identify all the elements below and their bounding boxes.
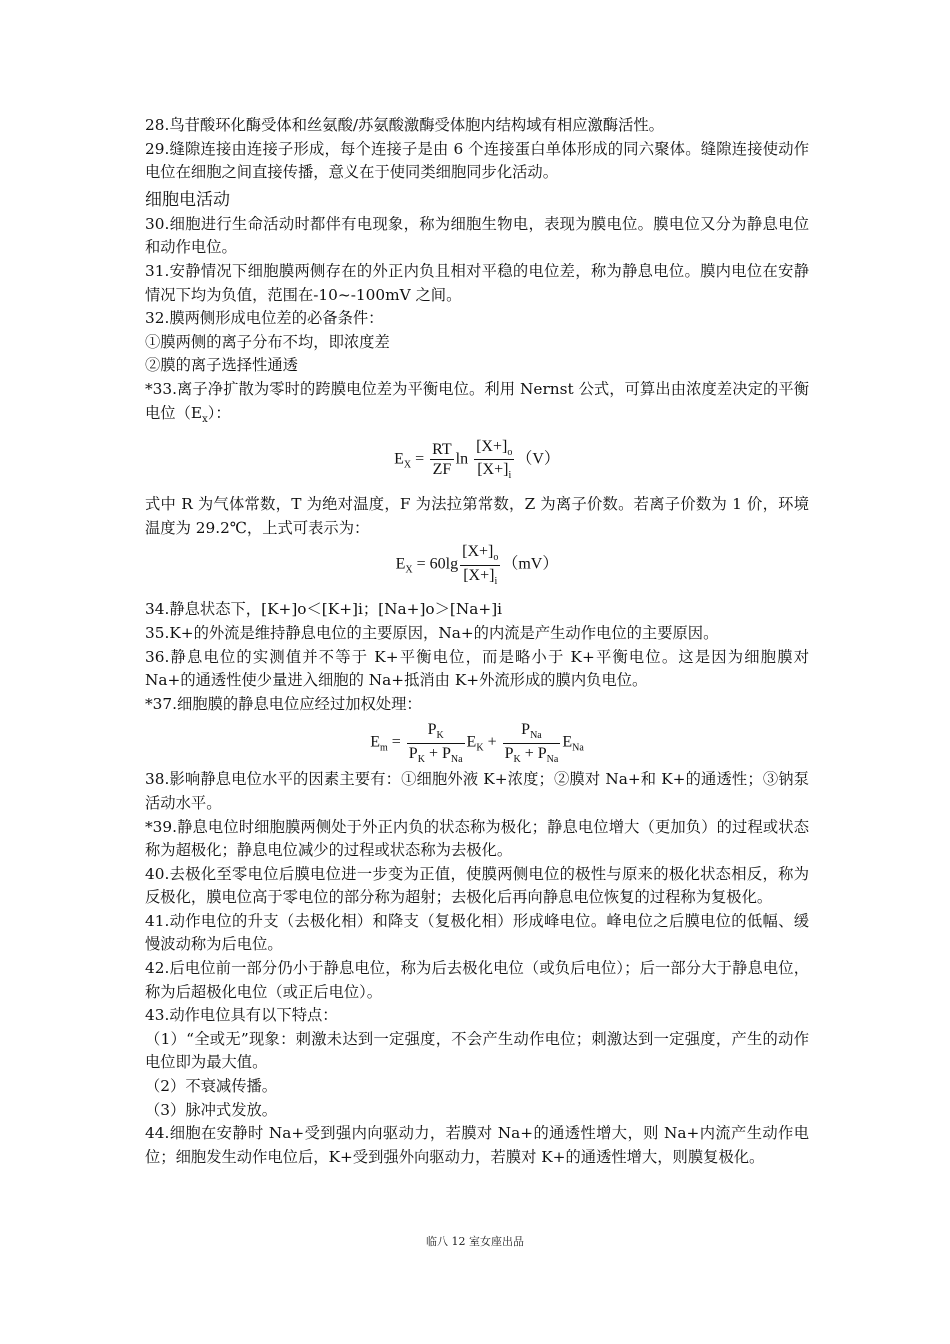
nernst-formula: $E_X$ = $\frac{RT}{ZF}$ ln $\frac{[X+]_o}{[X+]_i}$ （V） (394, 438, 560, 482)
paragraph-42: 42.后电位前一部分仍小于静息电位，称为后去极化电位（或负后电位）；后一部分大于静息电位，称为后超极化电位（或正后电位）。 (145, 959, 809, 1001)
fraction-rt-zf: $\frac{RT}{ZF}$ (432, 441, 452, 479)
paragraph-32-item-2: ②膜的离子选择性通透 (145, 356, 298, 375)
paragraph-38: 38.影响静息电位水平的因素主要有：①细胞外液 K+浓度；②膜对 Na+和 K+的通透性；③钠泵活动水平。 (145, 770, 809, 812)
paragraph-43-item-3: （3）脉冲式发放。 (145, 1100, 278, 1119)
document-body (145, 114, 809, 1169)
paragraph-30: 30.细胞进行生命活动时都伴有电现象，称为细胞生物电，表现为膜电位。膜电位又分为静息电位和动作电位。 (145, 214, 809, 257)
nernst-simplified-formula: $E_X = 60\lg$ $\frac{[X+]_o}{[X+]_i}$ （mV） (395, 543, 559, 587)
paragraph-34: 34.静息状态下，[K+]o＜[K+]i；[Na+]o＞[Na+]i (145, 600, 503, 619)
paragraph-33-explanation: 式中 R 为气体常数，T 为绝对温度，F 为法拉第常数，Z 为离子价数。若离子价数为 1 价，环境温度为 29.2℃，上式可表示为： (145, 495, 809, 537)
paragraph-29: 29.缝隙连接由连接子形成，每个连接子是由 6 个连接蛋白单体形成的同六聚体。缝隙连接使动作电位在细胞之间直接传播，意义在于使同类细胞同步化活动。 (145, 139, 809, 182)
paragraph-43: 43.动作电位具有以下特点： (145, 1006, 338, 1025)
paragraph-28: 28.鸟苷酸环化酶受体和丝氨酸/苏氨酸激酶受体胞内结构域有相应激酶活性。 (145, 116, 664, 134)
section-title: 细胞电活动 (145, 189, 230, 210)
paragraph-43-item-1: （1）“全或无”现象：刺激未达到一定强度，不会产生动作电位；刺激达到一定强度，产生的动作电位即为最大值。 (145, 1029, 809, 1072)
page-footer: 临八 12 室女座出品 (426, 1235, 524, 1248)
paragraph-36: 36.静息电位的实测值并不等于 K+平衡电位，而是略小于 K+平衡电位。这是因为细胞膜对 Na+的通透性使少量进入细胞的 Na+抵消由 K+外流形成的膜内负电位。 (145, 647, 809, 690)
fraction-pna: $\frac{P_{Na}}{P_K + P_{Na}}$ (504, 721, 559, 765)
paragraph-35: 35.K+的外流是维持静息电位的主要原因，Na+的内流是产生动作电位的主要原因。 (145, 623, 719, 642)
paragraph-37: *37.细胞膜的静息电位应经过加权处理： (145, 694, 422, 713)
paragraph-43-item-2: （2）不衰减传播。 (145, 1077, 278, 1096)
paragraph-32-item-1: ①膜两侧的离子分布不均，即浓度差 (145, 332, 390, 351)
paragraph-32: 32.膜两侧形成电位差的必备条件： (145, 309, 384, 328)
paragraph-31: 31.安静情况下细胞膜两侧存在的外正内负且相对平稳的电位差，称为静息电位。膜内电位在安静情况下均为负值，范围在-10~-100mV 之间。 (145, 261, 809, 304)
paragraph-40: 40.去极化至零电位后膜电位进一步变为正值，使膜两侧电位的极性与原来的极化状态相反，称为反极化，膜电位高于零电位的部分称为超射；去极化后再向静息电位恢复的过程称为复极化。 (145, 864, 809, 907)
fraction-concentration-2: $\frac{[X+]_o}{[X+]_i}$ (462, 543, 499, 587)
weighted-membrane-potential-formula: $E_m$ = $\frac{P_K}{P_K + P_{Na}}$ $E_K$ + $\frac{P_{Na}}{P_K + P_{Na}}$ $E_{Na}$ (370, 721, 584, 765)
paragraph-39: *39.静息电位时细胞膜两侧处于外正内负的状态称为极化；静息电位增大（更加负）的过程或状态称为超极化；静息电位减少的过程或状态称为去极化。 (145, 817, 809, 860)
paragraph-44: 44.细胞在安静时 Na+受到强内向驱动力，若膜对 Na+的通透性增大，则 Na+内流产生动作电位；细胞发生动作电位后，K+受到强外向驱动力，若膜对 K+的通透性增大，则膜复极化。 (145, 1124, 809, 1166)
fraction-pk: $\frac{P_K}{P_K + P_{Na}}$ (408, 721, 463, 765)
paragraph-33: *33.离子净扩散为零时的跨膜电位差为平衡电位。利用 Nernst 公式，可算出由浓度差决定的平衡电位$(E_x)$： (145, 379, 809, 425)
paragraph-41: 41.动作电位的升支（去极化相）和降支（复极化相）形成峰电位。峰电位之后膜电位的低幅、缓慢波动称为后电位。 (145, 911, 809, 954)
fraction-concentration: $\frac{[X+]_o}{[X+]_i}$ (476, 438, 513, 482)
